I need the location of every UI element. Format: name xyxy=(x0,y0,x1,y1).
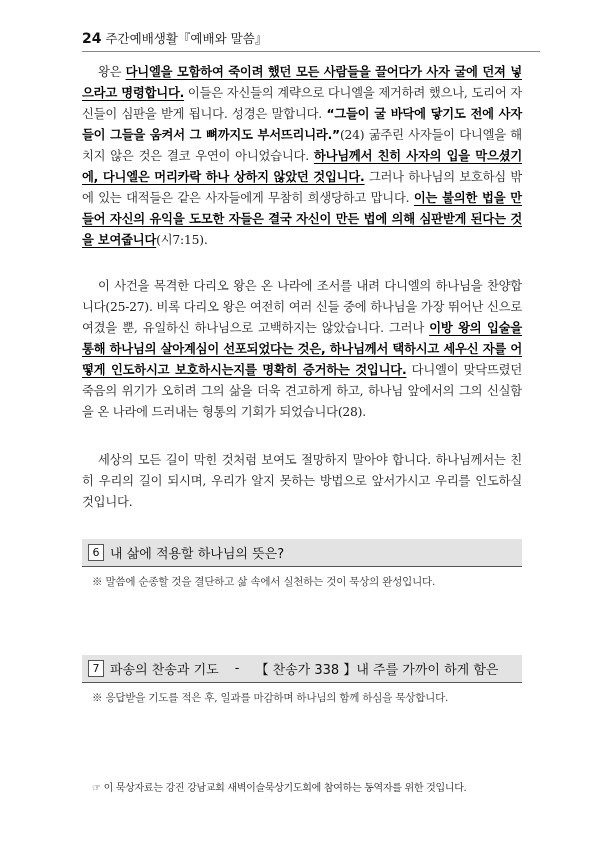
pointing-hand-icon: ☞ xyxy=(92,783,101,794)
section-separator: - xyxy=(234,661,240,676)
body-text-run: 이 사건을 목격한 다리오 왕은 온 나라에 조서를 내려 다니엘의 하나님을 찬양합니다(25-27). 비록 다리오 왕은 여전히 여러 신들 중에 하나님을 가장 뛰어난 신으로 여겼을 뿐, 유일하신 하나님으로 고백하지는 않았습니다. 그러나 xyxy=(82,279,522,335)
emphasized-text: 이방 왕의 입술을 통해 하나님의 살아계심이 선포되었다는 것은, 하나님께서 택하시고 세우신 자를 어떻게 인도하시고 보호하시는지를 명확히 증거하는 것입니다. xyxy=(82,321,523,377)
section-title: 파송의 찬송과 기도 xyxy=(110,663,219,678)
hymn-reference: 【 찬송가 338 】내 주를 가까이 하게 함은 xyxy=(255,663,499,678)
body-text-run: 왕은 xyxy=(98,65,126,79)
scripture-quote: “그들이 굴 바닥에 닿기도 전에 사자들이 그들을 움켜서 그 뼈까지도 부서뜨리니라.” xyxy=(82,107,523,142)
body-text-run: 세상의 모든 길이 막힌 것처럼 보여도 절망하지 말아야 합니다. 하나님께서는 친히 우리의 길이 되시며, 우리가 알지 못하는 방법으로 앞서가시고 우리를 인도하실 것입니다. xyxy=(82,453,522,509)
footer-text: 이 묵상자료는 강진 강남교회 새벽이슬묵상기도회에 참여하는 동역자를 위한 것입니다. xyxy=(103,783,467,794)
section-title: 내 삶에 적용할 하나님의 뜻은? xyxy=(110,547,285,562)
body-text-run: 이들은 자신들의 계략으로 다니엘을 제거하려 했으나, 도리어 자신들이 심판을 받게 됩니다. 성경은 말합니다. xyxy=(82,86,522,121)
paragraph-3 xyxy=(82,450,522,513)
emphasized-text: 다니엘을 모함하여 죽이려 했던 모든 사람들을 끌어다가 사자 굴에 던져 넣으라고 명령합니다. xyxy=(82,65,522,100)
section-7-header xyxy=(82,655,522,683)
paragraph-1 xyxy=(82,62,522,268)
page-header xyxy=(82,24,540,52)
section-number: 6 xyxy=(88,544,104,561)
section-6-note: ※ 말씀에 순종할 것을 결단하고 삶 속에서 실천하는 것이 묵상의 완성입니다. xyxy=(92,576,436,588)
publication-title: 주간예배생활『예배와 말씀』 xyxy=(105,31,268,46)
section-7-note: ※ 응답받을 기도를 적은 후, 일과를 마감하며 하나님의 함께 하심을 묵상합니다. xyxy=(92,692,449,704)
page-number: 24 xyxy=(82,31,102,47)
body-text xyxy=(82,62,522,523)
body-text-run: 다니엘이 맞닥뜨렸던 죽음의 위기가 오히려 그의 삶을 더욱 견고하게 하고, 하나님 앞에서의 그의 신실함을 온 나라에 드러내는 형통의 기회가 되었습니다(28). xyxy=(82,363,522,419)
paragraph-2 xyxy=(82,276,522,440)
section-6-header xyxy=(82,539,522,567)
footer-note xyxy=(92,779,532,794)
body-text-run: (24) 굶주린 사자들이 다니엘을 해치지 않은 것은 결코 우연이 아니었습니다. xyxy=(82,128,522,163)
emphasized-text: 하나님께서 친히 사자의 입을 막으셨기에, 다니엘은 머리카락 하나 상하지 않았던 것입니다. xyxy=(82,149,522,184)
body-text-run: (시7:15). xyxy=(156,233,208,247)
emphasized-text: 이는 불의한 법을 만들어 자신의 유익을 도모한 자들은 결국 자신이 만든 법에 의해 심판받게 된다는 것을 보여줍니다 xyxy=(82,191,522,247)
section-number: 7 xyxy=(88,660,104,677)
body-text-run: 그러나 하나님의 보호하심 밖에 있는 대적들은 같은 사자들에게 무참히 희생당하고 맙니다. xyxy=(82,170,522,205)
